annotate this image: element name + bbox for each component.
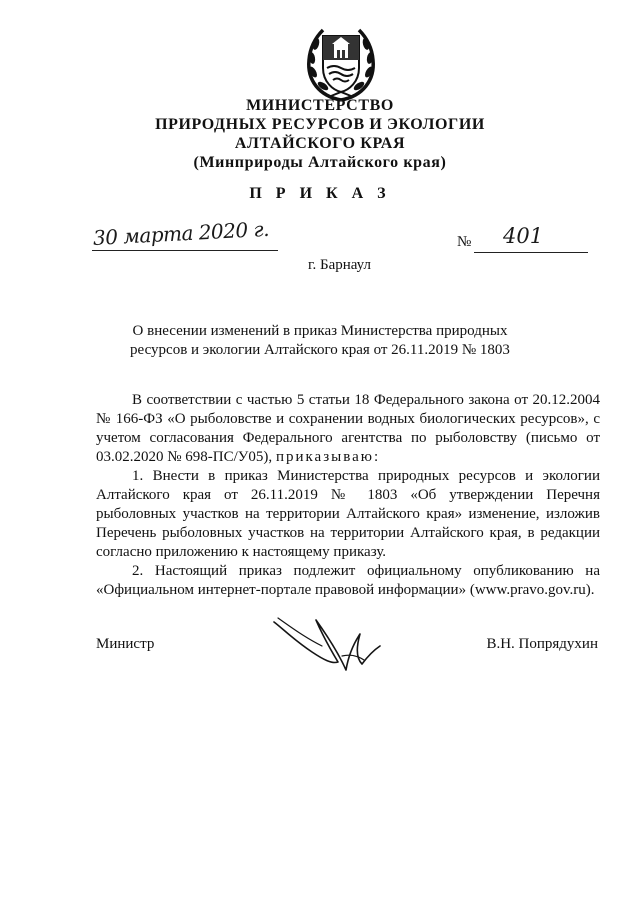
date-underline — [92, 250, 278, 251]
ministry-short-name: (Минприроды Алтайского края) — [193, 154, 447, 171]
body-paragraph-1-line: учетом согласования Федерального агентства по рыболовству (письмо от — [96, 430, 600, 446]
subject-line-2: ресурсов и экологии Алтайского края от 26.11.2019 № 1803 — [130, 342, 510, 358]
body-paragraph-2-line: согласно приложению к настоящему приказу. — [96, 544, 387, 560]
city-name: г. Барнаул — [308, 257, 371, 273]
ministry-name-line-1: МИНИСТЕРСТВО — [246, 97, 394, 114]
signatory-name: В.Н. Попрядухин — [486, 636, 598, 652]
ministry-name-line-2: ПРИРОДНЫХ РЕСУРСОВ И ЭКОЛОГИИ — [155, 116, 485, 133]
handwritten-date: 30 марта 2020 г. — [92, 216, 270, 250]
handwritten-order-number: 401 — [503, 224, 544, 248]
document-type-title: П Р И К А З — [249, 185, 391, 202]
body-paragraph-3-line: «Официальном интернет-портале правовой информации» (www.pravo.gov.ru). — [96, 582, 595, 598]
body-paragraph-2-line: Перечень рыболовных участков на территории Алтайского края, в редакции — [96, 525, 600, 541]
body-paragraph-2-line: Алтайского края от 26.11.2019 № 1803 «Об утверждении Перечня — [96, 487, 600, 503]
order-number-underline — [474, 252, 588, 253]
ministry-name-line-3: АЛТАЙСКОГО КРАЯ — [234, 135, 406, 152]
coat-of-arms-emblem — [303, 20, 379, 104]
body-paragraph-1-line: № 166-ФЗ «О рыболовстве и сохранении водных биологических ресурсов», с — [96, 411, 600, 427]
prikazyvayu-word: приказываю: — [275, 449, 381, 465]
body-paragraph-1-line — [96, 448, 600, 467]
order-number-label: № — [457, 234, 472, 250]
body-paragraph-3-line: 2. Настоящий приказ подлежит официальному опубликованию на — [132, 563, 600, 579]
body-paragraph-2-line: рыболовных участков на территории Алтайского края» изменение, изложив — [96, 506, 600, 522]
body-paragraph-2-line: 1. Внести в приказ Министерства природных ресурсов и экологии — [132, 468, 600, 484]
signatory-role: Министр — [96, 636, 155, 652]
body-paragraph-1-line: В соответствии с частью 5 статьи 18 Федерального закона от 20.12.2004 — [132, 392, 600, 408]
subject-line-1: О внесении изменений в приказ Министерства природных — [132, 323, 508, 339]
body-paragraph-1-line-text: 03.02.2020 № 698-ПС/У05), — [96, 449, 273, 465]
